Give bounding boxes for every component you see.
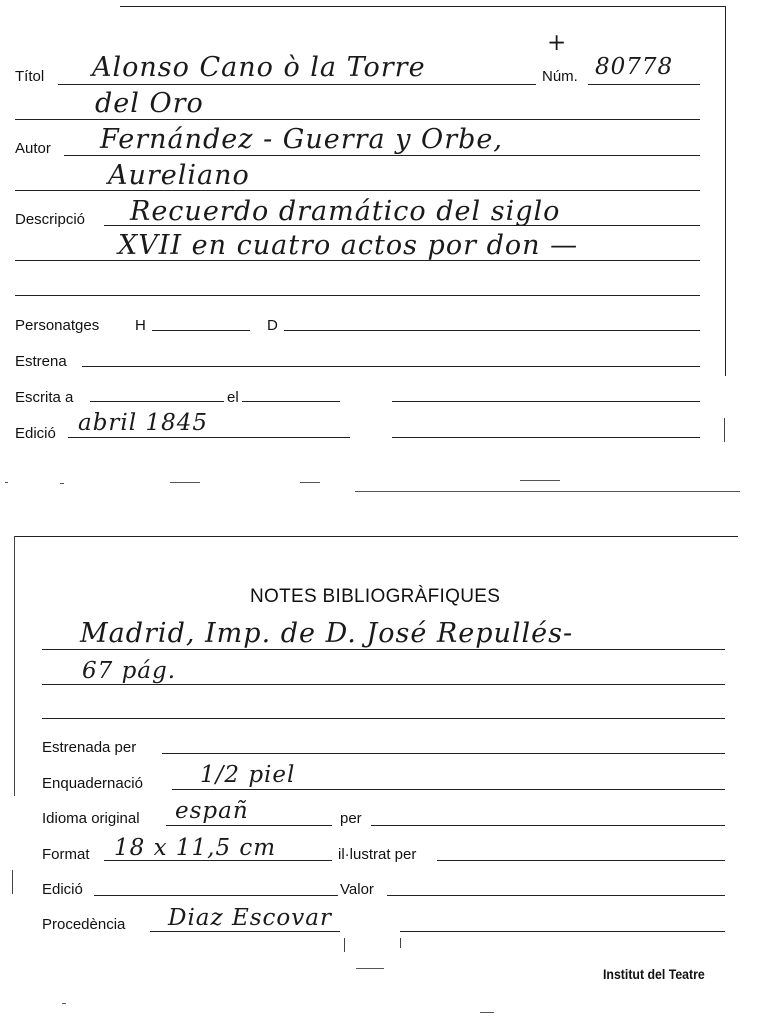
notes-title: NOTES BIBLIOGRÀFIQUES	[250, 586, 501, 607]
card-edge-mark	[724, 418, 725, 442]
personatges-d-line	[284, 330, 700, 331]
personatges-label: Personatges	[15, 317, 100, 334]
card-bottom-edge	[355, 491, 740, 492]
il-lustrat-per-line	[437, 860, 725, 861]
punch-hole-mark	[344, 938, 345, 952]
edicio2-label: Edició	[42, 881, 83, 898]
personatges-h-line	[152, 330, 250, 331]
edge-speck	[520, 480, 560, 481]
edge-speck	[62, 1003, 66, 1004]
punch-hole-mark	[400, 938, 401, 948]
procedencia-value: Diaz Escovar	[168, 905, 332, 931]
personatges-d-label: D	[267, 317, 278, 334]
estrena-line	[82, 366, 700, 367]
descripcio-value-line2: XVII en cuatro actos por don —	[118, 230, 579, 261]
num-line	[588, 84, 700, 85]
procedencia-line-a	[150, 931, 340, 932]
notes-value-line2: 67 pág.	[82, 658, 177, 684]
estrena-label: Estrena	[15, 353, 67, 370]
punch-hole-mark	[356, 968, 384, 969]
descripcio-label: Descripció	[15, 211, 86, 228]
titol-value-line1: Alonso Cano ò la Torre	[92, 52, 426, 83]
format-label: Format	[42, 846, 90, 863]
escrita-a-line	[90, 401, 224, 402]
titol-line-1	[58, 84, 536, 85]
titol-value-line2: del Oro	[95, 88, 204, 119]
card2-top-edge	[14, 536, 738, 537]
autor-line-1	[64, 155, 700, 156]
valor-line	[387, 895, 725, 896]
il-lustrat-per-label: il·lustrat per	[338, 846, 417, 863]
card-right-edge	[725, 6, 726, 376]
edge-speck	[60, 483, 64, 484]
edge-speck	[480, 1012, 494, 1013]
escrita-a-label: Escrita a	[15, 389, 74, 406]
edicio-label: Edició	[15, 425, 56, 442]
autor-label: Autor	[15, 140, 51, 157]
notes-line-3	[42, 718, 725, 719]
num-mark: +	[547, 30, 568, 56]
estrenada-per-label: Estrenada per	[42, 739, 137, 756]
enquadernacio-label: Enquadernació	[42, 775, 143, 792]
escrita-extra-line	[392, 401, 700, 402]
institution-footer: Institut del Teatre	[603, 966, 705, 982]
descripcio-line-3	[15, 295, 700, 296]
edicio-line-b	[392, 437, 700, 438]
enquadernacio-value: 1/2 piel	[200, 762, 296, 788]
edicio-value: abril 1845	[78, 410, 208, 436]
procedencia-label: Procedència	[42, 916, 126, 933]
estrenada-per-line	[162, 753, 725, 754]
format-value: 18 x 11,5 cm	[114, 835, 277, 861]
enquadernacio-line	[172, 789, 725, 790]
card-top-edge	[120, 6, 725, 7]
num-value: 80778	[595, 54, 674, 80]
el-line	[242, 401, 340, 402]
per-line	[371, 825, 725, 826]
idioma-original-line	[166, 825, 332, 826]
descripcio-value-line1: Recuerdo dramático del siglo	[130, 196, 561, 227]
card2-left-edge	[14, 536, 15, 796]
procedencia-line-b	[400, 931, 725, 932]
valor-label: Valor	[340, 881, 374, 898]
edicio2-line	[94, 895, 338, 896]
edge-speck	[170, 482, 200, 483]
autor-value-line1: Fernández - Guerra y Orbe,	[100, 124, 503, 155]
idioma-original-value: españ	[175, 798, 249, 824]
personatges-h-label: H	[135, 317, 146, 334]
titol-line-2	[15, 119, 700, 120]
notes-line-2	[42, 684, 725, 685]
idioma-original-label: Idioma original	[42, 810, 140, 827]
el-label: el	[227, 389, 239, 406]
notes-line-1	[42, 649, 725, 650]
titol-label: Títol	[15, 68, 45, 85]
per-label: per	[340, 810, 362, 827]
edicio-line-a	[68, 437, 350, 438]
card2-left-mark	[12, 870, 13, 894]
notes-value-line1: Madrid, Imp. de D. José Repullés-	[80, 618, 574, 649]
autor-value-line2: Aureliano	[108, 160, 250, 191]
edge-speck	[300, 482, 320, 483]
num-label: Núm.	[542, 68, 578, 85]
edge-speck	[5, 482, 8, 483]
